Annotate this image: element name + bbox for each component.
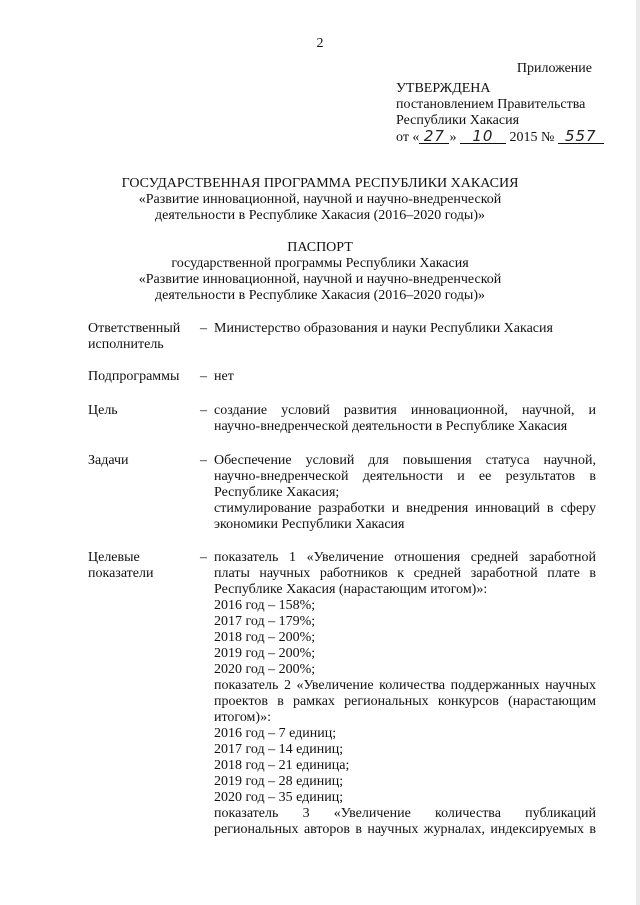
program-title-line: ГОСУДАРСТВЕННАЯ ПРОГРАММА РЕСПУБЛИКИ ХАКАСИЯ	[121, 176, 519, 191]
row-value-line: региональных авторов в научных журналах, индексируемых в	[214, 822, 596, 837]
row-value-line: Республике Хакасия (нарастающим итогом)»:	[214, 582, 488, 597]
row-label-line: Ответственный	[88, 321, 181, 336]
row-value-line: итогом)»:	[214, 710, 271, 725]
row-value	[214, 550, 596, 838]
row-value-line: научно-внедренческой деятельности и ее результатов в	[214, 469, 596, 484]
date-year: 2015 №	[509, 130, 555, 145]
row-value	[214, 453, 596, 533]
row-label-line: Задачи	[88, 453, 129, 468]
row-label-line: исполнитель	[88, 337, 164, 352]
approval-title: УТВЕРЖДЕНА	[396, 81, 491, 96]
date-day-handwritten: 27	[419, 129, 449, 144]
row-value-line: 2019 год – 28 единиц;	[214, 774, 344, 789]
row-value-line: 2020 год – 200%;	[214, 662, 316, 677]
row-value-line: стимулирование разработки и внедрения инноваций в сферу	[214, 501, 596, 516]
scan-edge-shadow	[636, 0, 640, 905]
row-value-line: 2018 год – 200%;	[214, 630, 316, 645]
row-value	[214, 321, 596, 337]
appendix-label: Приложение	[516, 61, 592, 76]
row-value-line: 2017 год – 14 единиц;	[214, 742, 344, 757]
page-number: 2	[316, 36, 324, 51]
program-title	[40, 176, 600, 224]
row-value-line: 2020 год – 35 единиц;	[214, 790, 344, 805]
row-value-line: проектов в рамках региональных конкурсов (нарастающим	[214, 694, 596, 709]
row-value-line: Республике Хакасия;	[214, 485, 340, 500]
row-label-line: Цель	[88, 403, 118, 418]
row-value	[214, 403, 596, 435]
row-value-line: показатель 2 «Увеличение количества поддержанных научных	[214, 678, 596, 693]
row-dash: –	[200, 321, 207, 336]
row-label	[88, 321, 196, 353]
approval-line-republic: Республики Хакасия	[396, 113, 520, 128]
row-label	[88, 453, 196, 469]
row-value-line: 2016 год – 7 единиц;	[214, 726, 337, 741]
row-dash: –	[200, 453, 207, 468]
date-month-handwritten: 10	[460, 129, 506, 144]
row-label	[88, 550, 196, 582]
row-value-line: показатель 1 «Увеличение отношения средней заработной	[214, 550, 596, 565]
row-label	[88, 369, 196, 385]
row-value-line: Министерство образования и науки Республики Хакасия	[214, 321, 553, 336]
passport-title-line: государственной программы Республики Хакасия	[171, 256, 469, 271]
row-value-line: 2018 год – 21 единица;	[214, 758, 350, 773]
row-value-line: научно-внедренческой деятельности в Республике Хакасия	[214, 419, 568, 434]
program-title-line: «Развитие инновационной, научной и научно-внедренческой	[138, 192, 502, 207]
row-value-line: 2016 год – 158%;	[214, 598, 316, 613]
row-dash: –	[200, 403, 207, 418]
row-label-line: Целевые	[88, 550, 140, 565]
row-value-line: показатель 3 «Увеличение количества публикаций	[214, 806, 596, 821]
approval-block	[396, 81, 616, 145]
row-value-line: 2017 год – 179%;	[214, 614, 316, 629]
row-value-line: Обеспечение условий для повышения статуса научной,	[214, 453, 596, 468]
passport-title	[40, 240, 600, 304]
passport-heading: ПАСПОРТ	[287, 240, 353, 255]
row-label-line: показатели	[88, 566, 154, 581]
row-dash: –	[200, 369, 207, 384]
program-title-line: деятельности в Республике Хакасия (2016–2020 годы)»	[155, 208, 485, 223]
row-value-line: создание условий развития инновационной, научной, и	[214, 403, 596, 418]
date-prefix: от «	[396, 130, 420, 145]
row-value-line: нет	[214, 369, 234, 384]
approval-date-line	[396, 129, 616, 145]
row-dash: –	[200, 550, 207, 565]
row-label-line: Подпрограммы	[88, 369, 180, 384]
passport-title-line: деятельности в Республике Хакасия (2016–2020 годы)»	[155, 288, 485, 303]
date-quote-close: »	[449, 130, 457, 145]
row-value-line: платы научных работников к средней заработной плате в	[214, 566, 596, 581]
decree-number-handwritten: 557	[558, 129, 604, 144]
row-label	[88, 403, 196, 419]
row-value-line: экономики Республики Хакасия	[214, 517, 405, 532]
passport-title-line: «Развитие инновационной, научной и научно-внедренческой	[138, 272, 502, 287]
row-value-line: 2019 год – 200%;	[214, 646, 316, 661]
row-value	[214, 369, 596, 385]
approval-line-resolution: постановлением Правительства	[396, 97, 586, 112]
